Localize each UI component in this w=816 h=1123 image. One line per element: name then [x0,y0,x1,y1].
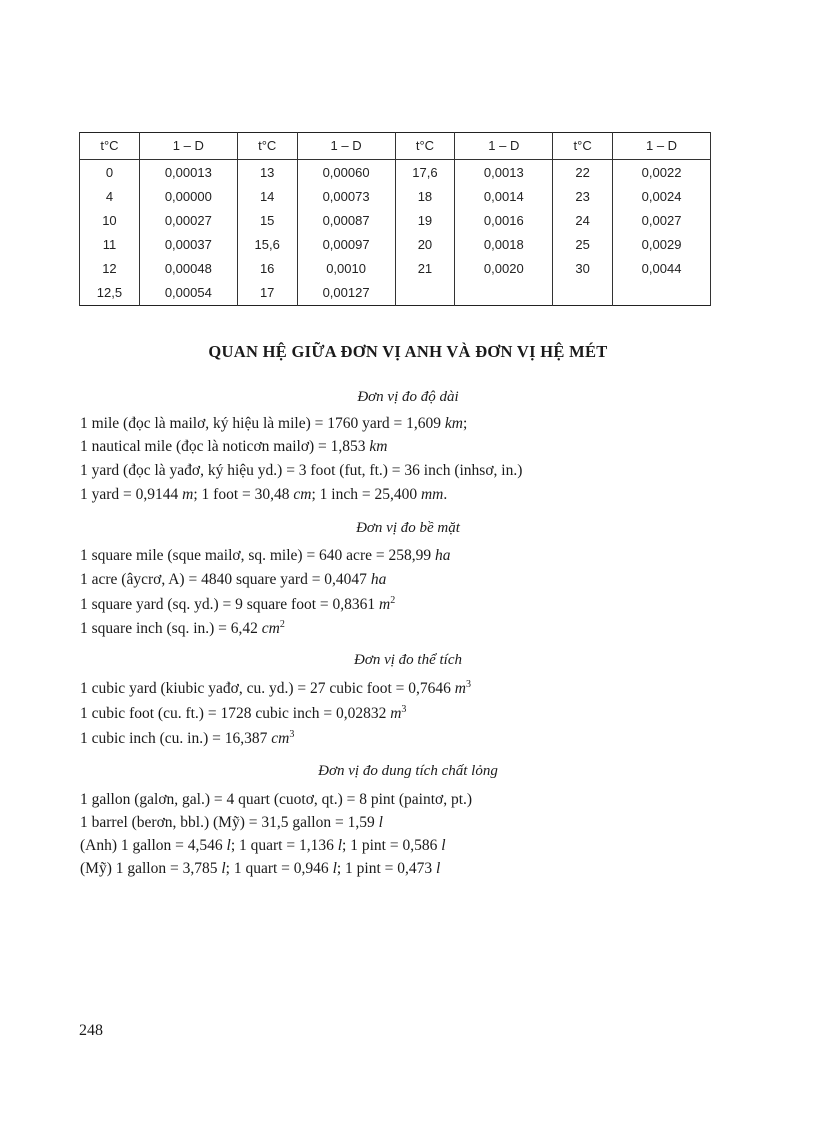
table-cell: 13 [237,160,297,186]
table-cell [455,281,553,306]
table-cell: 12 [80,257,140,281]
volume-heading: Đơn vị đo thể tích [354,652,462,668]
table-cell: 19 [395,209,455,233]
header-cell: t°C [237,133,297,160]
table-cell: 0,0020 [455,257,553,281]
length-heading: Đơn vị đo độ dài [357,389,459,405]
table-cell: 23 [553,185,613,209]
table-cell: 0,00027 [139,209,237,233]
length-line-4: 1 yard = 0,9144 m; 1 foot = 30,48 cm; 1 inch = 25,400 mm. [80,486,448,503]
table-cell: 0,0018 [455,233,553,257]
table-cell [613,281,711,306]
table-cell: 0,00127 [297,281,395,306]
table-row [80,233,711,257]
area-heading: Đơn vị đo bề mặt [356,520,460,536]
section-title: QUAN HỆ GIỮA ĐƠN VỊ ANH VÀ ĐƠN VỊ HỆ MÉT [208,342,608,361]
volume-line-2: 1 cubic foot (cu. ft.) = 1728 cubic inch = 0,02832 $m^3$ [80,704,407,722]
table-cell: 0,00073 [297,185,395,209]
density-table [79,132,711,306]
table-cell: 14 [237,185,297,209]
table-header-row [80,133,711,160]
table-cell: 0,0027 [613,209,711,233]
table-cell: 0,00013 [139,160,237,186]
length-line-2: 1 nautical mile (đọc là noticơn mailơ) = 1,853 km [80,438,388,455]
table-cell: 0,0044 [613,257,711,281]
table-cell: 0,00087 [297,209,395,233]
header-cell: t°C [553,133,613,160]
area-line-3: 1 square yard (sq. yd.) = 9 square foot = 0,8361 $m^2$ [80,595,396,613]
liquid-line-4: (Mỹ) 1 gallon = 3,785 l; 1 quart = 0,946 l; 1 pint = 0,473 l [80,860,441,877]
table-row [80,160,711,186]
table-cell: 11 [80,233,140,257]
area-line-2: 1 acre (âycrơ, A) = 4840 square yard = 0,4047 ha [80,571,387,588]
table-cell: 0,00037 [139,233,237,257]
table-cell: 0,0014 [455,185,553,209]
header-cell: 1 – D [139,133,237,160]
area-line-1: 1 square mile (sque mailơ, sq. mile) = 640 acre = 258,99 ha [80,547,451,564]
table-cell: 12,5 [80,281,140,306]
header-cell: 1 – D [613,133,711,160]
header-cell: t°C [395,133,455,160]
table-row [80,209,711,233]
table-cell: 16 [237,257,297,281]
header-cell: 1 – D [455,133,553,160]
table-row [80,281,711,306]
table-cell: 4 [80,185,140,209]
length-line-1: 1 mile (đọc là mailơ, ký hiệu là mile) = 1760 yard = 1,609 km; [80,415,468,432]
liquid-line-3: (Anh) 1 gallon = 4,546 l; 1 quart = 1,136 l; 1 pint = 0,586 l [80,837,446,854]
liquid-line-2: 1 barrel (berơn, bbl.) (Mỹ) = 31,5 gallon = 1,59 l [80,814,383,831]
table-cell: 30 [553,257,613,281]
table-cell: 0 [80,160,140,186]
page-number: 248 [79,1022,103,1039]
table-cell: 0,00048 [139,257,237,281]
table-cell: 15 [237,209,297,233]
table-row [80,257,711,281]
table-cell: 0,00054 [139,281,237,306]
table-cell: 22 [553,160,613,186]
table-cell: 20 [395,233,455,257]
table-cell: 0,0013 [455,160,553,186]
header-cell: 1 – D [297,133,395,160]
header-cell: t°C [80,133,140,160]
table-cell: 0,00000 [139,185,237,209]
table-cell: 0,00060 [297,160,395,186]
liquid-line-1: 1 gallon (galơn, gal.) = 4 quart (cuotơ, qt.) = 8 pint (paintơ, pt.) [80,791,473,808]
table-cell: 0,0016 [455,209,553,233]
table-cell: 15,6 [237,233,297,257]
table-cell: 18 [395,185,455,209]
table-cell: 0,0024 [613,185,711,209]
area-line-4: 1 square inch (sq. in.) = 6,42 $cm^2$ [80,619,285,637]
table-cell: 17,6 [395,160,455,186]
table-cell: 10 [80,209,140,233]
table-cell: 24 [553,209,613,233]
table-cell: 21 [395,257,455,281]
table-cell: 0,0029 [613,233,711,257]
table-cell [395,281,455,306]
table-cell: 0,00097 [297,233,395,257]
table-cell: 25 [553,233,613,257]
length-line-3: 1 yard (đọc là yađơ, ký hiệu yd.) = 3 foot (fut, ft.) = 36 inch (inhsơ, in.) [80,462,523,479]
table-cell: 17 [237,281,297,306]
volume-line-3: 1 cubic inch (cu. in.) = 16,387 $cm^3$ [80,729,295,747]
table-cell [553,281,613,306]
table-cell: 0,0022 [613,160,711,186]
liquid-heading: Đơn vị đo dung tích chất lỏng [318,763,498,779]
table-row [80,185,711,209]
table-cell: 0,0010 [297,257,395,281]
volume-line-1: 1 cubic yard (kiubic yađơ, cu. yd.) = 27 cubic foot = 0,7646 $m^3$ [80,679,471,697]
